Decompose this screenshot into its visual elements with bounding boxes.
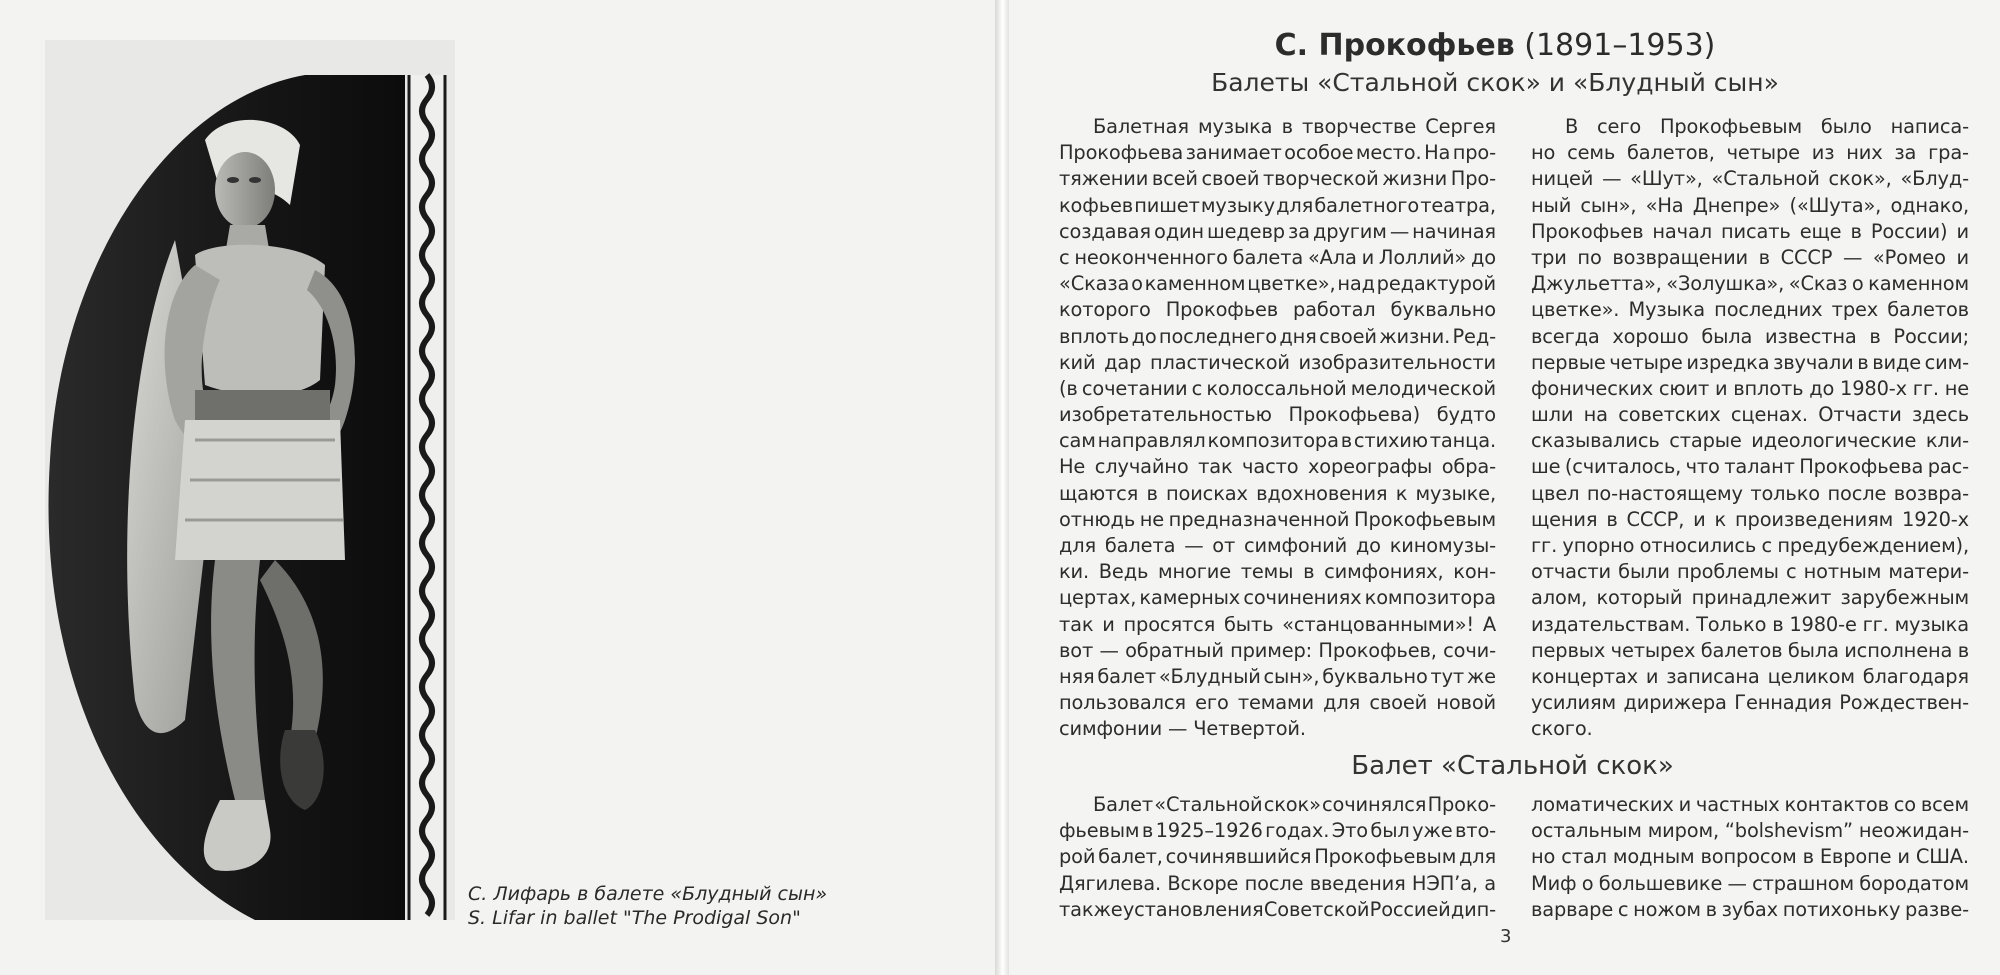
text-line: но стал модным вопросом в Европе и США. <box>1531 845 1969 869</box>
composer-name: С. Прокофьев <box>1274 28 1515 63</box>
text-line: шли на советских сценах. Отчасти здесь <box>1531 403 1969 427</box>
book-gutter <box>995 0 1009 975</box>
text-line: создавая один шедевр за другим — начиная <box>1059 219 1496 243</box>
text-line: фонических сюит и вплоть до 1980-х гг. не <box>1531 376 1969 400</box>
composer-title <box>1125 26 1865 66</box>
text-line: Прокофьева занимает особое место. На про- <box>1059 141 1496 165</box>
text-line: сам направлял композитора в стихию танца. <box>1059 429 1496 453</box>
text-line: тяжении всей своей творческой жизни Про- <box>1059 167 1496 191</box>
text-line: щаются в поисках вдохновения к музыке, <box>1059 481 1496 505</box>
text-line: щения в СССР, и к произведениям 1920-х <box>1531 507 1969 531</box>
text-line: которого Прокофьев работал буквально <box>1059 298 1496 322</box>
text-line: первых четырех балетов была исполнена в <box>1531 638 1969 662</box>
text-line: остальным миром, “bolshevism” неожидан- <box>1531 819 1969 843</box>
text-line: так и просятся быть «станцованными»! А <box>1059 612 1496 636</box>
text-line: Миф о большевике — страшном бородатом <box>1531 871 1969 895</box>
text-line: с неоконченного балета «Ала и Лоллий» до <box>1059 245 1496 269</box>
text-line: В сего Прокофьевым было написа- <box>1565 115 1969 138</box>
text-line: усилиям дирижера Геннадия Рождествен- <box>1531 691 1969 715</box>
text-line: ше (считалось, что талант Прокофьева рас- <box>1531 455 1969 479</box>
text-line: сказывались старые идеологические кли- <box>1531 429 1969 453</box>
text-line: Не случайно так часто хореографы обра- <box>1059 455 1496 479</box>
photo-caption <box>468 882 827 930</box>
text-line: цветке». Музыка последних трех балетов <box>1531 298 1969 322</box>
composer-years: (1891–1953) <box>1524 28 1716 63</box>
text-line: всегда хорошо была известна в России; <box>1531 324 1969 348</box>
text-line: также установления Советской Россией дип- <box>1059 897 1496 921</box>
page-subtitle: Балеты «Стальной скок» и «Блудный сын» <box>1211 68 1779 97</box>
page-number: 3 <box>1500 926 1512 947</box>
text-line: ки. Ведь многие темы в симфониях, кон- <box>1059 560 1496 584</box>
text-column-right-top <box>1531 114 1969 743</box>
text-line: Дягилева. Вскоре после введения НЭП’а, а <box>1059 871 1496 895</box>
dancer-photo <box>45 40 455 920</box>
text-line: ный сын», «На Днепре» («Шута», однако, <box>1531 193 1969 217</box>
text-column-left-top <box>1059 114 1496 743</box>
text-line: цвел по-настоящему только после возвра- <box>1531 481 1969 505</box>
text-line: фьевым в 1925–1926 годах. Это был уже вто- <box>1059 819 1496 843</box>
text-line: первые четыре изредка звучали в виде сим- <box>1531 350 1969 374</box>
text-line: гг. упорно относились с предубеждением), <box>1531 534 1969 557</box>
text-line: пользовался его темами для своей новой <box>1059 691 1496 715</box>
text-line: алом, который принадлежит зарубежным <box>1531 586 1969 610</box>
text-column-right-bottom <box>1531 792 1969 923</box>
text-line: Балет «Стальной скок» сочинялся Проко- <box>1093 793 1496 816</box>
text-line: кофьев пишет музыку для балетного театра, <box>1059 193 1496 217</box>
text-line: три по возвращении в СССР — «Ромео и <box>1531 245 1969 269</box>
text-column-left-bottom <box>1059 792 1496 923</box>
caption-english: S. Lifar in ballet "The Prodigal Son" <box>468 907 801 929</box>
text-line: варваре с ножом в зубах потихоньку разве- <box>1531 897 1969 921</box>
text-line: вплоть до последнего дня своей жизни. Ред- <box>1059 324 1496 348</box>
text-line: но семь балетов, четыре из них за гра- <box>1531 141 1969 165</box>
text-line: отчасти были проблемы с нотным матери- <box>1531 560 1969 584</box>
text-line: «Сказа о каменном цветке», над редактурой <box>1059 272 1496 296</box>
text-line: Балетная музыка в творчестве Сергея <box>1093 115 1496 138</box>
text-line: няя балет «Блудный сын», буквально тут же <box>1059 664 1496 688</box>
text-line: издательствам. Только в 1980-е гг. музыка <box>1531 612 1969 636</box>
text-line: Прокофьев начал писать еще в России) и <box>1531 219 1969 243</box>
text-line: для балета — от симфоний до киномузы- <box>1059 534 1496 557</box>
text-line: ского. <box>1531 717 1593 741</box>
text-line: кий дар пластической изобразительности <box>1059 350 1496 374</box>
text-line: изобретательностью Прокофьева) будто <box>1059 403 1496 427</box>
text-line: Джульетта», «Золушка», «Сказ о каменном <box>1531 272 1969 296</box>
text-line: отнюдь не предназначенной Прокофьевым <box>1059 507 1496 531</box>
text-line: (в сочетании с колоссальной мелодической <box>1059 376 1496 400</box>
text-line: цертах, камерных сочинениях композитора <box>1059 586 1496 610</box>
text-line: вот — обратный пример: Прокофьев, сочи- <box>1059 638 1496 662</box>
caption-russian: С. Лифарь в балете «Блудный сын» <box>468 883 828 905</box>
text-line: рой балет, сочинявшийся Прокофьевым для <box>1059 845 1496 869</box>
text-line: концертах и записана целиком благодаря <box>1531 664 1969 688</box>
text-line: ницей — «Шут», «Стальной скок», «Блуд- <box>1531 167 1969 191</box>
dancer-photo-image <box>45 40 455 920</box>
text-line: симфонии — Четвертой. <box>1059 717 1306 741</box>
page-header <box>1125 26 1865 100</box>
section-title: Балет «Стальной скок» <box>1351 751 1674 781</box>
text-line: ломатических и частных контактов со всем <box>1531 793 1969 816</box>
